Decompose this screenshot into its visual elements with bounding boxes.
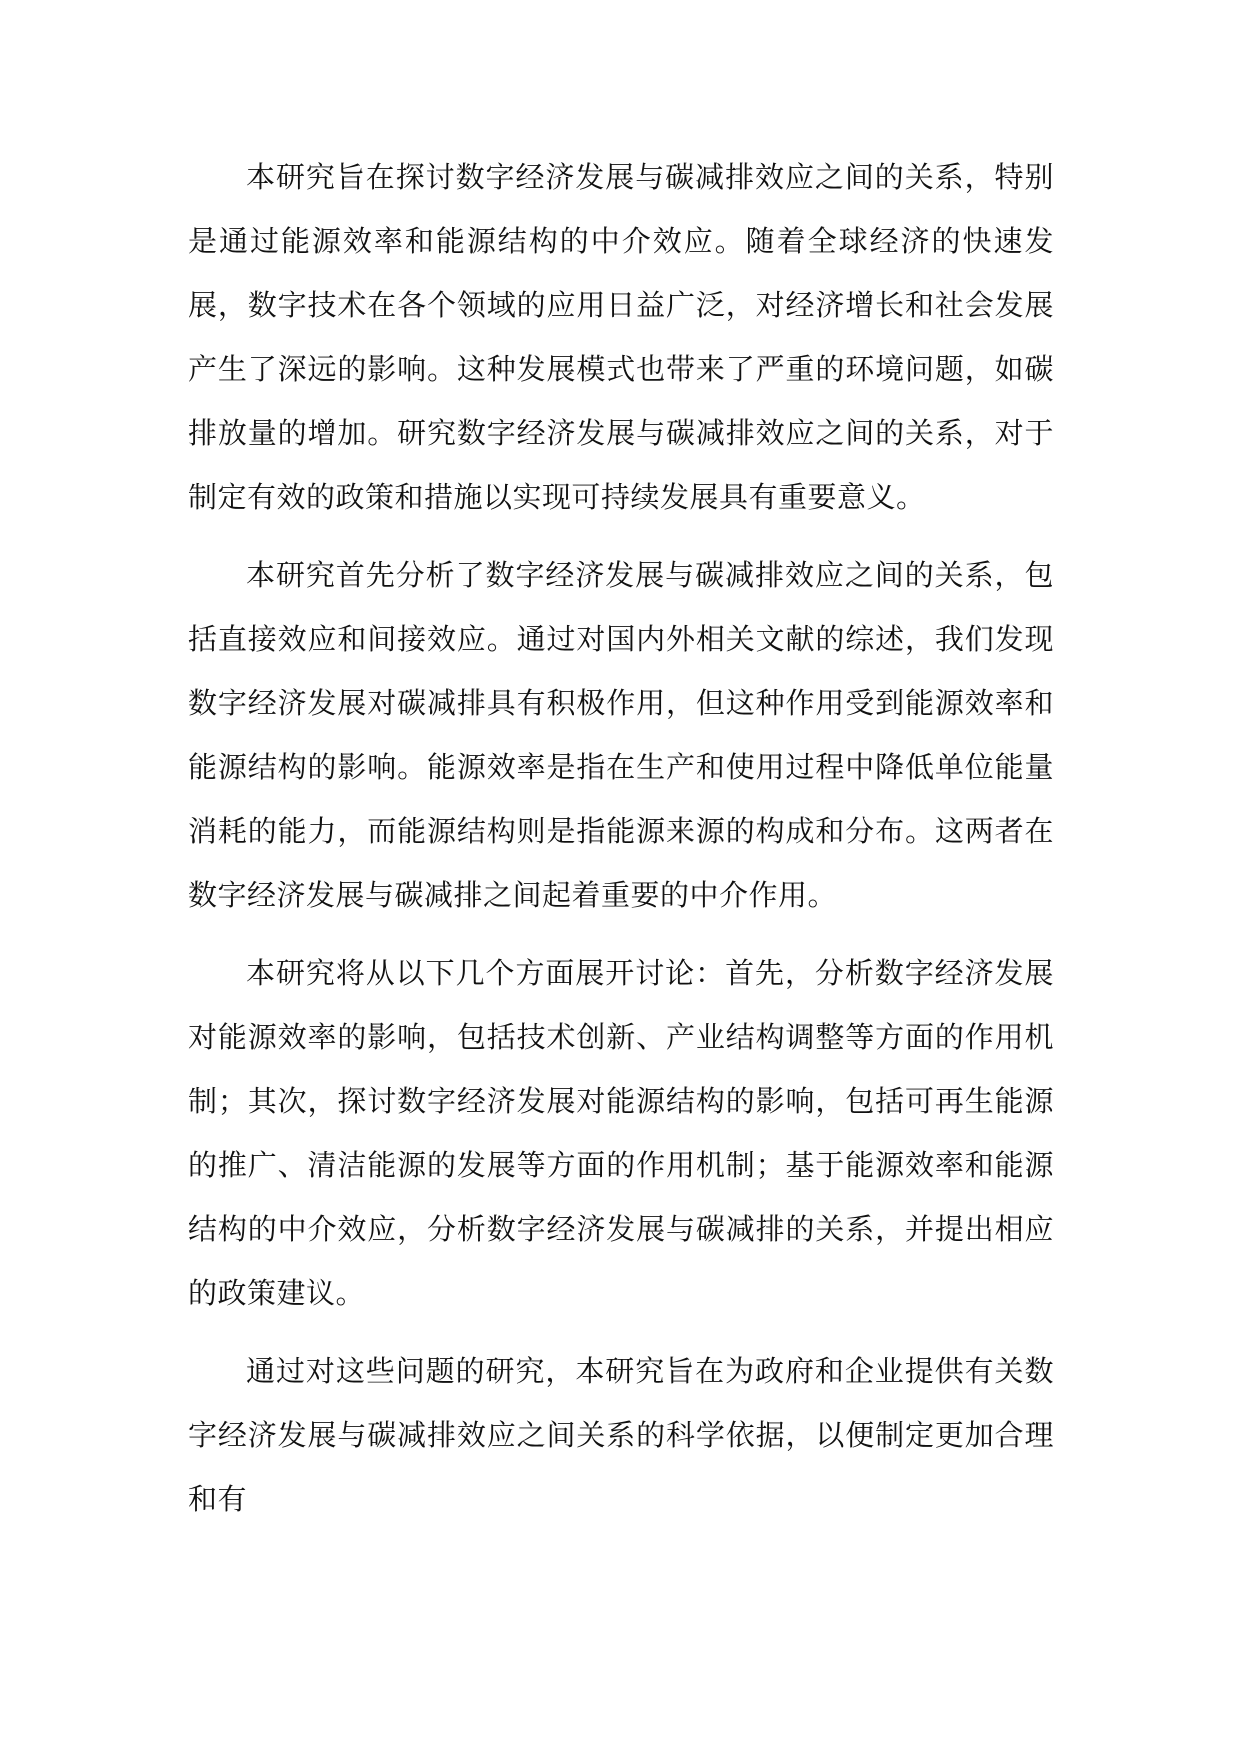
paragraph-1: 本研究旨在探讨数字经济发展与碳减排效应之间的关系，特别是通过能源效率和能源结构的中介效应。随着全球经济的快速发展，数字技术在各个领域的应用日益广泛，对经济增长和社会发展产生了深远的影响。这种发展模式也带来了严重的环境问题，如碳排放量的增加。研究数字经济发展与碳减排效应之间的关系，对于制定有效的政策和措施以实现可持续发展具有重要意义。 — [188, 160, 1054, 514]
paragraph-4: 通过对这些问题的研究，本研究旨在为政府和企业提供有关数字经济发展与碳减排效应之间关系的科学依据，以便制定更加合理和有 — [188, 1354, 1054, 1516]
paragraph-3: 本研究将从以下几个方面展开讨论：首先，分析数字经济发展对能源效率的影响，包括技术创新、产业结构调整等方面的作用机制；其次，探讨数字经济发展对能源结构的影响，包括可再生能源的推广、清洁能源的发展等方面的作用机制；基于能源效率和能源结构的中介效应，分析数字经济发展与碳减排的关系，并提出相应的政策建议。 — [188, 956, 1054, 1310]
document-body — [188, 145, 1054, 1545]
paragraph-2: 本研究首先分析了数字经济发展与碳减排效应之间的关系，包括直接效应和间接效应。通过对国内外相关文献的综述，我们发现数字经济发展对碳减排具有积极作用，但这种作用受到能源效率和能源结构的影响。能源效率是指在生产和使用过程中降低单位能量消耗的能力，而能源结构则是指能源来源的构成和分布。这两者在数字经济发展与碳减排之间起着重要的中介作用。 — [188, 558, 1054, 912]
